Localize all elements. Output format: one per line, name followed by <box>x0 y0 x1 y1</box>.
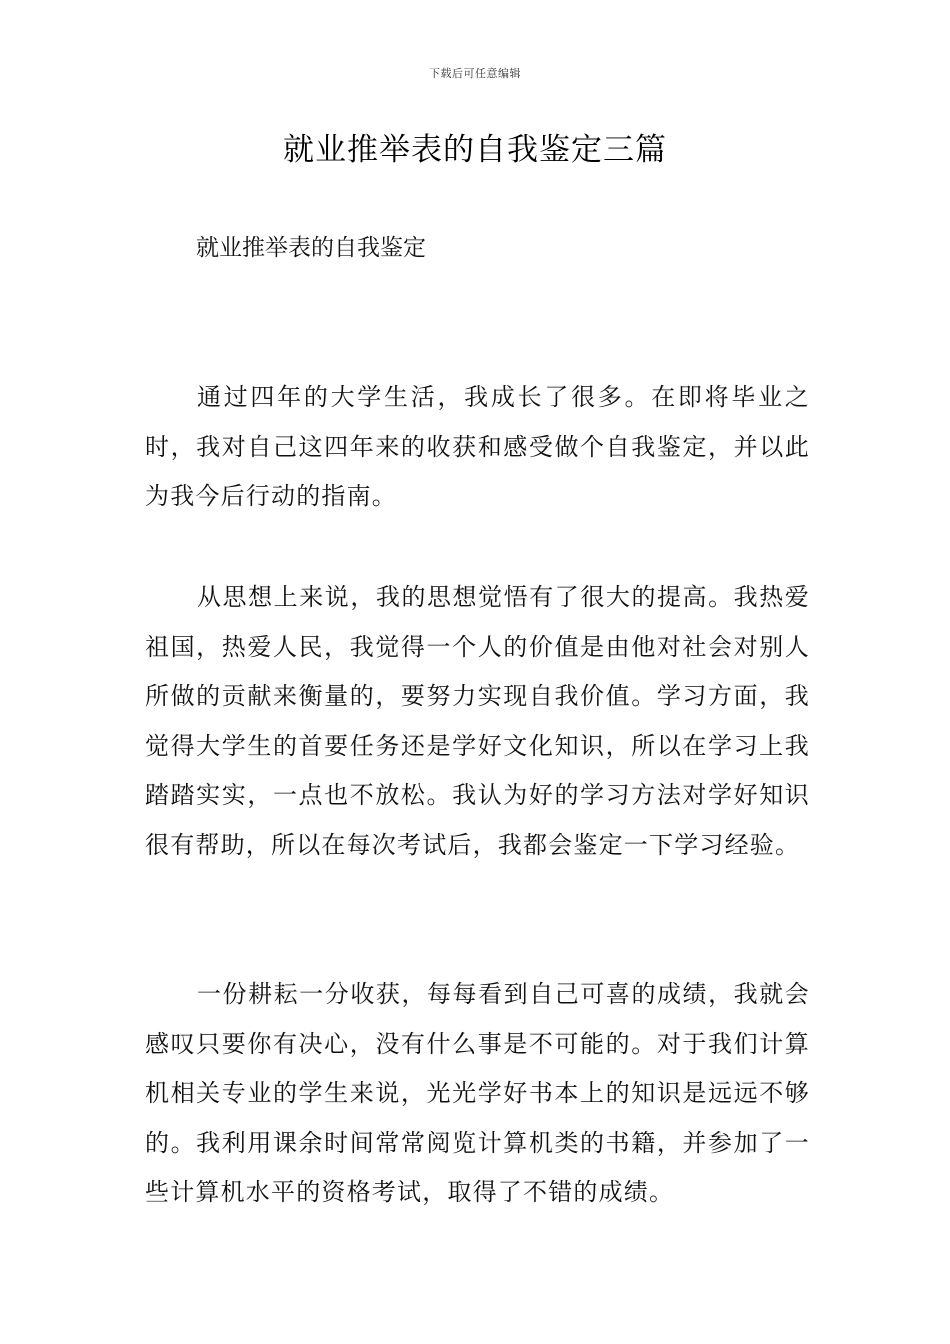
paragraph-2: 从思想上来说，我的思想觉悟有了很大的提高。我热爱祖国，热爱人民，我觉得一个人的价值是由他对社会对别人所做的贡献来衡量的，要努力实现自我价值。学习方面，我觉得大学生的首要任务还是学好文化知识，所以在学习上我踏踏实实，一点也不放松。我认为好的学习方法对学好知识很有帮助，所以在每次考试后，我都会鉴定一下学习经验。 <box>145 583 810 859</box>
paragraph-1: 通过四年的大学生活，我成长了很多。在即将毕业之时，我对自己这四年来的收获和感受做个自我鉴定，并以此为我今后行动的指南。 <box>145 383 810 510</box>
paragraph-3: 一份耕耘一分收获，每每看到自己可喜的成绩，我就会感叹只要你有决心，没有什么事是不可能的。对于我们计算机相关专业的学生来说，光光学好书本上的知识是远远不够的。我利用课余时间常常阅览计算机类的书籍，并参加了一些计算机水平的资格考试，取得了不错的成绩。 <box>145 980 810 1206</box>
header-note: 下载后可任意编辑 <box>429 67 521 80</box>
document-title: 就业推举表的自我鉴定三篇 <box>283 132 667 168</box>
section-title: 就业推举表的自我鉴定 <box>196 235 426 261</box>
